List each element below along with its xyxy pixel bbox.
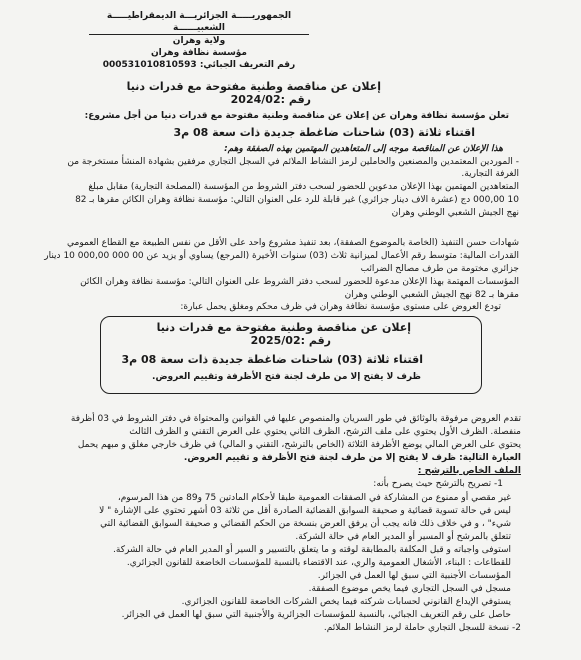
file-bullet-4: تتعلق بالمرشح أو المسير أو المدير العام في حالة الشركة. <box>295 532 511 542</box>
tax-id-line: رقم التعريف الجبائي: 000531010810593 <box>102 60 296 70</box>
republic-line: الجمهوريـــــة الجزائريـــة الديمقراطيـــــة الشعبيــــــة <box>89 10 309 35</box>
file-bullet-3: شيء" ، و في خلاف ذلك فانه يجب أن يرفق العرض بنسخة من الحكم القضائي و صحيفة السوابق القضائية التي <box>100 519 511 529</box>
file-heading: الملف الخاص بالترشح : <box>417 466 521 476</box>
wilaya-line: ولاية وهران <box>172 36 226 46</box>
box-number: رقم :2025/02 <box>250 334 331 347</box>
file-bullet-9: يستوفي الإيداع القانوني لحسابات شركته فيما يخص الشركات الخاضعة للقانون الجزائري. <box>181 597 511 607</box>
box-subject: اقتناء ثلاثة (03) شاحنات ضاغطة جديدة ذات سعة 08 م3 <box>121 353 423 366</box>
section3-line1: تقدم العروض مرفوقة بالوثائق في طور السريان والمنصوص عليها في القوانين والمحتواة في دفتر الشروط في 03 أظرفة <box>70 414 521 424</box>
section3-line3: يحتوي على العرض المالي يوضع الأظرفة الثلاثة (الخاص بالترشح، التقني و المالي) في ظرف خارجي مغلق و مبهم يحمل <box>77 440 521 450</box>
file-item-2: 2- نسخة للسجل التجاري حاملة لرمز النشاط الملائم. <box>323 623 521 633</box>
section1-line6: نهج الجيش الشعبي الوطني وهران <box>391 208 519 218</box>
section3-line4: العبارة التالية: ظرف لا يفتح إلا من طرف لجنة فتح الأظرفة و تقييم العروض. <box>183 453 521 463</box>
section3-line2: منفصلة. الظرف الأول يحتوي على ملف الترشح، الظرف الثاني يحتوي على العرض التقني و الظرف الثالث <box>129 427 521 437</box>
file-bullet-8: مسجل في السجل التجاري فيما يخص موضوع الصفقة. <box>308 584 511 594</box>
file-bullet-5: استوفى واجباته و قبل المكلفة بالمطابقة لوقته و ما يتعلق بالتسيير و السير أو المدير العام في حالة الشركة. <box>113 545 511 555</box>
box-title: إعلان عن مناقصة وطنية مفتوحة مع قدرات دنيا <box>156 321 411 334</box>
institution-line: مؤسسة نظافة وهران <box>150 48 248 58</box>
section1-line4: المتعاهدين المهتمين بهذا الإعلان مدعوين للحضور لسحب دفتر الشروط من المؤسسة (المصلحة التجارية) مقابل مبلغ <box>88 182 519 192</box>
section2-line3: جزائري مختومة من طرف مصالح الضرائب <box>360 264 519 274</box>
notice-title: إعلان عن مناقصة وطنية مفتوحة مع قدرات دنيا <box>126 80 381 93</box>
section2-line5: مقرها بـ 82 نهج الجيش الشعبي الوطني وهران <box>344 290 519 300</box>
notice-subject: اقتناء ثلاثة (03) شاحنات ضاغطة جديدة ذات سعة 08 م3 <box>173 126 475 139</box>
section1-line5: 10 000,00 دج (عشرة الاف دينار جزائري) غير قابلة للرد على العنوان التالي: مؤسسة نظافة وهران الكائن مقرها بـ 82 <box>75 195 519 205</box>
file-bullet-6: للقطاعات : البناء، الأشغال العمومية والري، عند الاقتضاء بالنسبة للمؤسسات الخاضعة للقانون الجزائري. <box>126 558 511 568</box>
envelope-label-box <box>100 316 482 394</box>
box-note: ظرف لا يفتح إلا من طرف لجنة فتح الأظرفة وتقييم العروض. <box>152 372 421 382</box>
section1-heading: هذا الإعلان عن المناقصة موجه إلى المتعاهدين المهتمين بهذه الصفقة وهم: <box>224 144 503 154</box>
deposit-line: تودع العروض على مستوى مؤسسة نظافة وهران في ظرف محكم ومغلق يحمل عبارة: <box>180 302 501 312</box>
document-header <box>89 10 309 71</box>
notice-number: رقم :2024/02 <box>230 93 311 106</box>
file-bullet-2: ليس في حالة تسوية قضائية و صحيفة السوابق القضائية الصادرة أقل من ثلاثة 03 أشهر تحتوي على الإشارة " لا <box>99 506 511 516</box>
section2-line2: القدرات المالية: متوسط رقم الأعمال لميزانية ثلاث (03) سنوات الأخيرة (المرجع) يساوي أو يزيد عن 00 000 000,00 10 دينار <box>44 251 519 261</box>
file-bullet-10: حاصل على رقم التعريف الجبائي، بالنسبة للمؤسسات الجزائرية والأجنبية التي سبق لها العمل في الجزائر. <box>121 610 511 620</box>
section1-bullet: - الموردين المعتمدين والمصنعين والحاملين لرمز النشاط الملائم في السجل التجاري مرفقين بشهادة المنشأ مستخرجة من <box>67 157 519 167</box>
file-bullet-1: غير مقصي أو ممنوع من المشاركة في الصفقات العمومية طبقا لأحكام المادتين 75 و89 من هذا المرسوم، <box>117 493 511 503</box>
section2-line4: المؤسسات المهتمة بهذا الإعلان مدعوة للحضور لسحب دفتر الشروط على العنوان التالي: مؤسسة نظافة وهران الكائن <box>80 277 519 287</box>
section1-line3: الغرفة التجارية. <box>461 169 519 179</box>
notice-intro: تعلن مؤسسة نظافة وهران عن إعلان عن مناقصة وطنية مفتوحة مع قدرات دنيا من أجل مشروع: <box>84 111 509 121</box>
section2-line1: شهادات حسن التنفيذ (الخاصة بالموضوع الصفقة)، بعد تنفيذ مشروع واحد على الأقل من نفس الطبيعة مع القطاع العمومي <box>67 238 519 248</box>
file-item-1: 1- تصريح بالترشح حيث يصرح بأنه: <box>373 479 503 489</box>
file-bullet-7: المؤسسات الأجنبية التي سبق لها العمل في الجزائر. <box>317 571 511 581</box>
